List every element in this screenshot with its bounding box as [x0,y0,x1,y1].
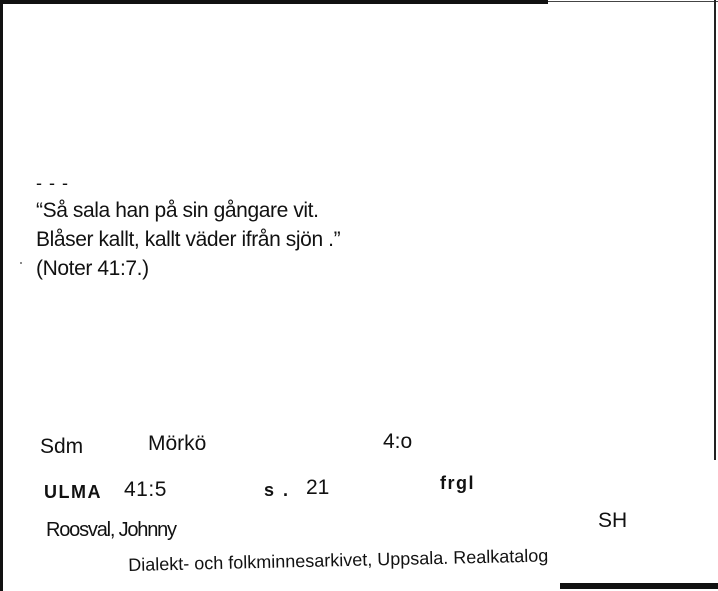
archive-footer: Dialekt- och folkminnesarkivet, Uppsala. Realkatalog [127,545,549,575]
archive-code: ULMA [44,482,102,502]
accession-number: 41:5 [124,478,167,501]
format-number: 4:o [383,430,413,453]
socken-label: Mörkö [148,432,207,455]
recorder-name: Roosval, Johnny [46,519,176,541]
page-number: 21 [306,476,330,499]
scan-edge-right [714,0,716,460]
scan-edge-left [0,0,3,591]
page-label: s . [264,480,291,500]
scan-edge-top-thin [548,1,718,2]
category-code: frgl [440,473,475,493]
initials: SH [598,509,628,532]
quote-line-3: (Noter 41:7.) [36,257,149,280]
scan-edge-top [0,0,548,4]
landskap-label: Sdm [40,435,84,458]
scan-speck [20,262,22,264]
quote-line-2: Blåser kallt, kallt väder ifrån sjön .” [36,228,341,251]
separator-dashes: - - - [36,173,69,193]
scan-edge-bottom [560,583,718,589]
quote-line-1: “Så sala han på sin gångare vit. [36,199,319,222]
